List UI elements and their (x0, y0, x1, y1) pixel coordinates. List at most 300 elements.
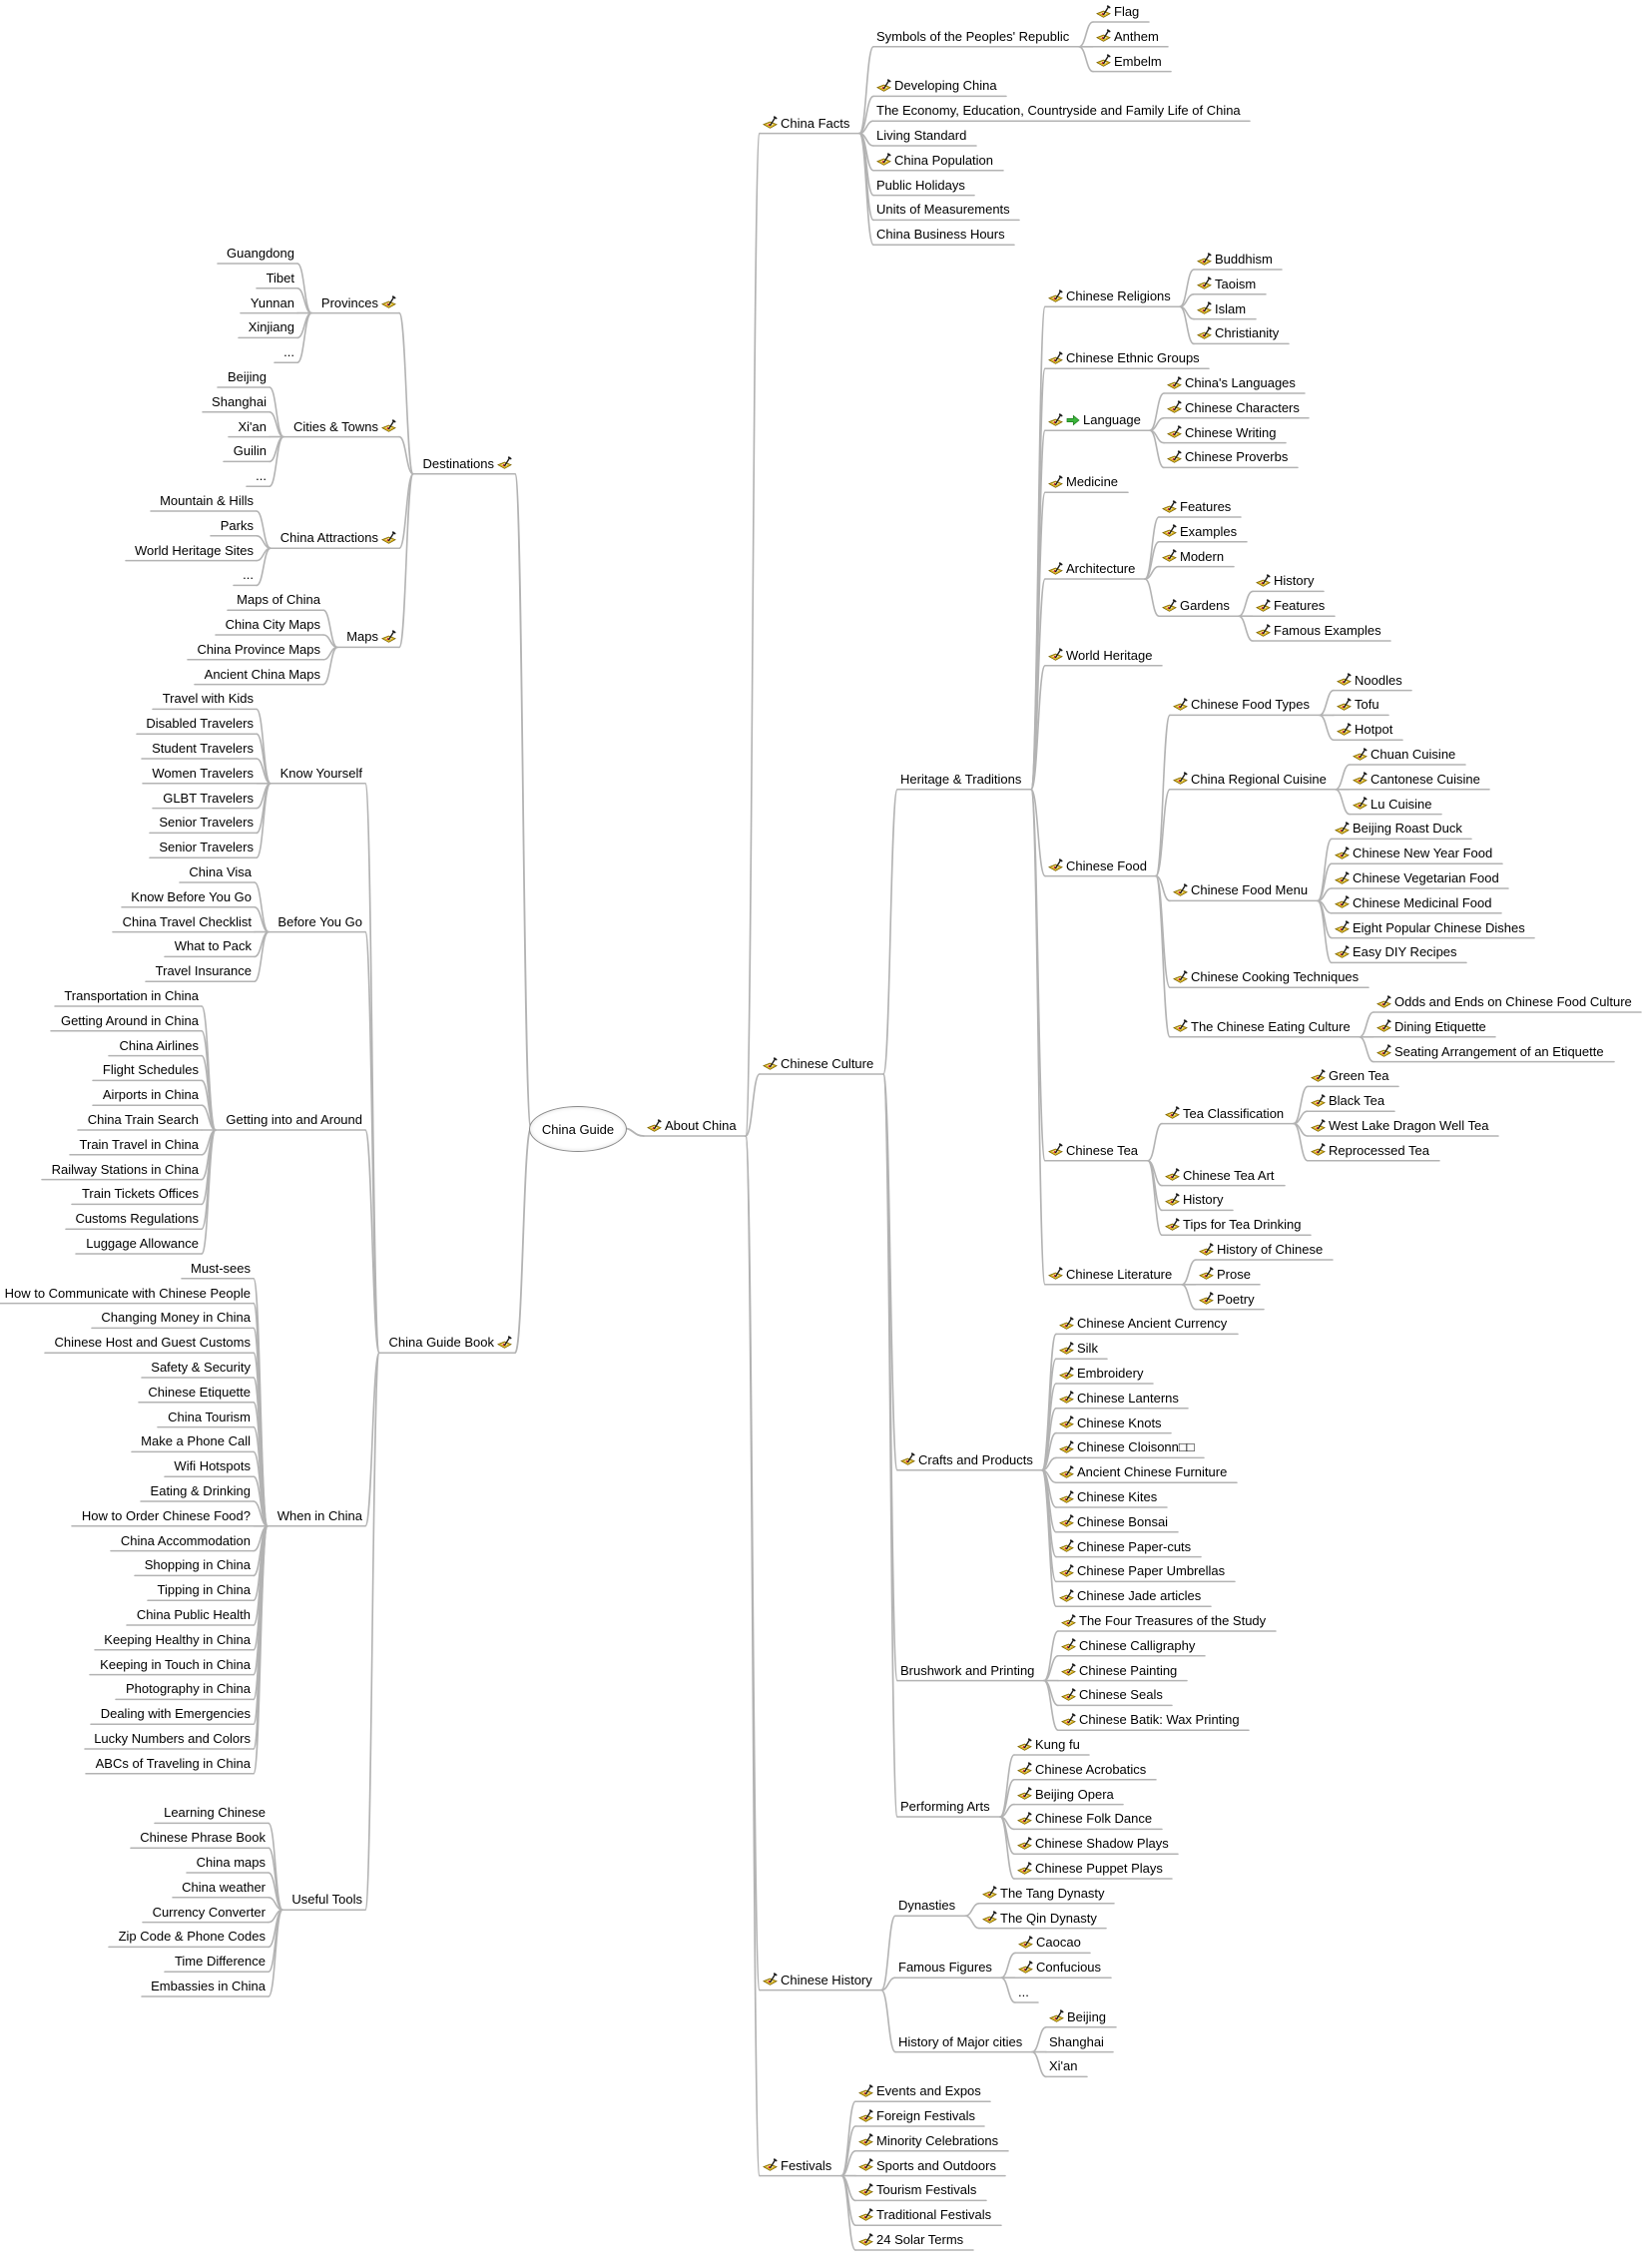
node-label: Guilin (233, 443, 267, 459)
node-china-weather[interactable] (176, 1878, 266, 1898)
node-label: Flight Schedules (102, 1062, 199, 1078)
node-label: China Facts (781, 115, 850, 131)
node-label: How to Order Chinese Food? (81, 1507, 251, 1523)
node-label: Maps of China (237, 592, 320, 608)
node-label: Chinese Ancient Currency (1077, 1316, 1228, 1332)
node-label: Chinese Paper Umbrellas (1077, 1563, 1226, 1579)
node-label: Make a Phone Call (141, 1433, 251, 1449)
node-label: Performing Arts (900, 1799, 990, 1814)
node-cities-towns[interactable] (286, 417, 396, 437)
connector-curve (1079, 22, 1093, 47)
connector-curve (1000, 1755, 1014, 1817)
node-label: Ancient Chinese Furniture (1077, 1464, 1228, 1480)
node-hotpot[interactable] (1337, 720, 1399, 740)
node-embelm[interactable] (1096, 52, 1168, 72)
connector-curve (1320, 691, 1334, 716)
node-photography-in-china[interactable] (119, 1679, 251, 1699)
node-chinese-cooking-techniques[interactable] (1173, 967, 1366, 987)
node-label: Islam (1215, 300, 1247, 316)
node-kung-fu[interactable] (1017, 1735, 1086, 1755)
node-chinese-food-menu[interactable] (1173, 880, 1315, 900)
node-china-tourism[interactable] (161, 1408, 251, 1427)
node-chinese-paper-cuts[interactable] (1059, 1537, 1198, 1557)
node-changing-money-in-china[interactable] (95, 1308, 251, 1328)
node-architecture[interactable] (1048, 559, 1142, 579)
node-symbols-of-the-peoples-republic[interactable] (876, 27, 1076, 47)
node-history-of-chinese[interactable] (1199, 1240, 1330, 1260)
node-china-population[interactable] (876, 151, 1000, 171)
node-how-to-order-chinese-food[interactable] (75, 1506, 251, 1526)
node-chinese-vegetarian-food[interactable] (1335, 868, 1505, 888)
node-world-heritage-sites[interactable] (129, 541, 254, 561)
node-xi-an[interactable] (232, 417, 267, 437)
node-chinese-shadow-plays[interactable] (1017, 1834, 1175, 1854)
node-parks[interactable] (214, 516, 254, 536)
node-events-and-expos[interactable] (858, 2081, 987, 2101)
pen-icon (1335, 895, 1350, 910)
node-china-train-search[interactable] (81, 1110, 199, 1130)
node-chinese-food[interactable] (1048, 856, 1153, 876)
node-festivals[interactable] (763, 2156, 838, 2176)
connector-curve (1360, 1012, 1373, 1037)
node-mountain-hills[interactable] (154, 491, 254, 511)
node-china-airlines[interactable] (112, 1036, 199, 1056)
node-china-business-hours[interactable] (876, 225, 1011, 245)
node-senior-travelers[interactable] (153, 813, 254, 833)
pen-icon (1059, 1342, 1074, 1357)
pen-icon (1048, 858, 1063, 873)
node-guilin[interactable] (227, 441, 267, 461)
node-brushwork-and-printing[interactable] (900, 1661, 1041, 1681)
pen-icon (497, 456, 512, 471)
node-more[interactable] (277, 342, 294, 362)
node-label: Keeping in Touch in China (100, 1656, 251, 1672)
node-the-chinese-eating-culture[interactable] (1173, 1017, 1357, 1037)
node-china-regional-cuisine[interactable] (1173, 770, 1333, 790)
node-chinese-phrase-book[interactable] (134, 1828, 266, 1848)
node-china-s-languages[interactable] (1167, 373, 1302, 393)
node-label: The Economy, Education, Countryside and Family Life of China (876, 103, 1241, 119)
node-chinese-folk-dance[interactable] (1017, 1809, 1159, 1829)
node-christianity[interactable] (1197, 323, 1286, 343)
node-know-before-you-go[interactable] (125, 887, 252, 907)
node-when-in-china[interactable] (271, 1506, 362, 1526)
pen-icon (858, 2133, 873, 2148)
node-famous-figures[interactable] (898, 1958, 998, 1978)
node-tibet[interactable] (260, 269, 294, 288)
node-buddhism[interactable] (1197, 250, 1279, 270)
node-famous-examples[interactable] (1256, 621, 1387, 641)
node-chinese-writing[interactable] (1167, 423, 1283, 443)
node-world-heritage[interactable] (1048, 646, 1159, 666)
node-wifi-hotspots[interactable] (168, 1456, 251, 1476)
pen-icon (1335, 871, 1350, 886)
node-chinese-host-and-guest-customs[interactable] (48, 1333, 251, 1353)
node-time-difference[interactable] (168, 1952, 266, 1972)
node-train-tickets-offices[interactable] (75, 1184, 199, 1204)
node-developing-china[interactable] (876, 76, 1003, 96)
node-chinese-history[interactable] (763, 1971, 878, 1990)
node-beijing[interactable] (1049, 2007, 1113, 2027)
node-flag[interactable] (1096, 2, 1146, 22)
node-chinese-etiquette[interactable] (142, 1383, 251, 1403)
node-label: Guangdong (227, 246, 294, 261)
pen-icon (1199, 1292, 1214, 1307)
node-travel-with-kids[interactable] (156, 689, 254, 709)
node-make-a-phone-call[interactable] (135, 1431, 251, 1451)
node-label: Famous Examples (1274, 623, 1381, 638)
node-language[interactable] (1048, 410, 1147, 430)
node-label: The Tang Dynasty (1000, 1885, 1105, 1901)
pen-icon (1059, 1514, 1074, 1529)
connector-curve (1079, 47, 1093, 72)
node-label: Chinese Tea Art (1183, 1167, 1275, 1183)
connector-curve (269, 1823, 282, 1910)
node-confucious[interactable] (1018, 1958, 1108, 1978)
node-embroidery[interactable] (1059, 1364, 1150, 1384)
node-shanghai[interactable] (206, 392, 267, 412)
node-label: Poetry (1217, 1291, 1255, 1307)
node-label: Events and Expos (876, 2083, 981, 2099)
node-zip-code-phone-codes[interactable] (112, 1927, 266, 1947)
node-learning-chinese[interactable] (158, 1803, 266, 1823)
node-anthem[interactable] (1096, 27, 1165, 47)
node-xi-an[interactable] (1049, 2056, 1084, 2076)
node-chinese-acrobatics[interactable] (1017, 1760, 1153, 1780)
connector-curve (1182, 1285, 1196, 1310)
node-china-guide-book[interactable] (382, 1333, 512, 1353)
node-chinese-food-types[interactable] (1173, 695, 1317, 715)
node-eight-popular-chinese-dishes[interactable] (1335, 918, 1531, 938)
node-foreign-festivals[interactable] (858, 2106, 981, 2126)
node-yunnan[interactable] (244, 293, 294, 313)
node-glbt-travelers[interactable] (156, 789, 254, 809)
node-label: Beijing (227, 369, 267, 384)
node-guangdong[interactable] (221, 244, 294, 264)
node-features[interactable] (1162, 497, 1238, 517)
node-history[interactable] (1256, 571, 1321, 591)
node-dynasties[interactable] (898, 1896, 962, 1916)
node-chinese-religions[interactable] (1048, 286, 1177, 306)
pen-icon (1173, 698, 1188, 713)
node-history[interactable] (1165, 1190, 1230, 1210)
node-label: Famous Figures (898, 1960, 992, 1976)
node-chinese-literature[interactable] (1048, 1265, 1179, 1285)
node-china-visa[interactable] (183, 862, 252, 882)
node-caocao[interactable] (1018, 1933, 1087, 1953)
node-medicine[interactable] (1048, 472, 1125, 492)
node-china-public-health[interactable] (130, 1605, 251, 1625)
node-reprocessed-tea[interactable] (1311, 1141, 1436, 1161)
node-shanghai[interactable] (1049, 2032, 1110, 2052)
node-features[interactable] (1256, 596, 1332, 616)
node-chinese-tea-art[interactable] (1165, 1166, 1282, 1186)
pen-icon (1059, 1539, 1074, 1554)
node-sports-and-outdoors[interactable] (858, 2156, 1002, 2176)
node-prose[interactable] (1199, 1265, 1257, 1285)
node-china-province-maps[interactable] (191, 640, 320, 660)
node-tofu[interactable] (1337, 695, 1385, 715)
node-keeping-in-touch-in-china[interactable] (93, 1655, 251, 1675)
node-what-to-pack[interactable] (168, 936, 252, 956)
node-cantonese-cuisine[interactable] (1353, 770, 1486, 790)
node-easy-diy-recipes[interactable] (1335, 942, 1463, 962)
node-must-sees[interactable] (185, 1259, 251, 1279)
node-label: Travel with Kids (162, 691, 254, 707)
node-chinese-jade-articles[interactable] (1059, 1586, 1208, 1606)
node-tea-classification[interactable] (1165, 1104, 1291, 1124)
node-black-tea[interactable] (1311, 1091, 1391, 1111)
pen-icon (1311, 1143, 1326, 1158)
node-women-travelers[interactable] (146, 764, 254, 784)
node-chinese-ancient-currency[interactable] (1059, 1314, 1235, 1334)
node-label: Chinese Cooking Techniques (1191, 969, 1360, 985)
node-modern[interactable] (1162, 547, 1231, 567)
node-china-accommodation[interactable] (114, 1531, 251, 1551)
node-abcs-of-traveling-in-china[interactable] (89, 1754, 251, 1774)
node-label: History of Chinese (1217, 1242, 1324, 1257)
node-more[interactable] (237, 565, 254, 585)
pen-icon (1256, 624, 1271, 639)
node-label: China maps (196, 1855, 266, 1870)
node-china-attractions[interactable] (274, 528, 396, 548)
node-label: Time Difference (174, 1954, 266, 1970)
node-heritage-traditions[interactable] (900, 770, 1028, 790)
node-chinese-puppet-plays[interactable] (1017, 1859, 1169, 1879)
node-china-facts[interactable] (763, 114, 856, 134)
pen-icon (1165, 1218, 1180, 1233)
node-label: Chinese Literature (1066, 1266, 1173, 1282)
node-crafts-and-products[interactable] (900, 1450, 1039, 1470)
node-chuan-cuisine[interactable] (1353, 745, 1462, 765)
pen-icon (1017, 1812, 1032, 1827)
node-label: Mountain & Hills (160, 493, 254, 508)
node-poetry[interactable] (1199, 1290, 1261, 1310)
node-green-tea[interactable] (1311, 1066, 1395, 1086)
pen-icon (876, 153, 891, 168)
pen-icon (1199, 1267, 1214, 1282)
node-label: Before You Go (277, 913, 362, 929)
node-label: Chinese Host and Guest Customs (54, 1335, 251, 1351)
node-minority-celebrations[interactable] (858, 2131, 1005, 2151)
node-label: Chinese Lanterns (1077, 1390, 1179, 1406)
node-label: Chinese Food (1066, 857, 1147, 873)
node-chinese-characters[interactable] (1167, 398, 1306, 418)
node-label: Provinces (320, 294, 378, 310)
node-xinjiang[interactable] (242, 317, 294, 337)
node-examples[interactable] (1162, 522, 1244, 542)
node-more[interactable] (1018, 1983, 1035, 2002)
node-living-standard[interactable] (876, 126, 973, 146)
node-label: Customs Regulations (75, 1211, 199, 1227)
node-chinese-paper-umbrellas[interactable] (1059, 1561, 1232, 1581)
node-embassies-in-china[interactable] (145, 1977, 266, 1996)
node-chinese-painting[interactable] (1061, 1661, 1184, 1681)
pen-icon (858, 2158, 873, 2173)
node-customs-regulations[interactable] (69, 1209, 199, 1229)
node-label: The Four Treasures of the Study (1079, 1613, 1267, 1628)
node-traditional-festivals[interactable] (858, 2205, 998, 2225)
pen-icon (1162, 599, 1177, 614)
pen-icon (1199, 1243, 1214, 1258)
node-label: Chinese Proverbs (1185, 449, 1289, 465)
node-label: World Heritage (1066, 647, 1153, 663)
node-chinese-batik-wax-printing[interactable] (1061, 1710, 1246, 1730)
node-label: Seating Arrangement of an Etiquette (1394, 1043, 1604, 1059)
node-destinations[interactable] (416, 454, 512, 474)
node-noodles[interactable] (1337, 671, 1408, 691)
node-china-travel-checklist[interactable] (116, 912, 252, 932)
pen-icon (381, 531, 396, 546)
node-provinces[interactable] (314, 293, 396, 313)
node-safety-security[interactable] (145, 1358, 251, 1378)
connector-curve (202, 1130, 216, 1254)
node-maps[interactable] (340, 627, 396, 647)
node-label: Living Standard (876, 128, 967, 143)
node-the-tang-dynasty[interactable] (982, 1884, 1111, 1904)
node-keeping-healthy-in-china[interactable] (98, 1630, 251, 1650)
node-label: Chuan Cuisine (1370, 747, 1456, 762)
node-chinese-new-year-food[interactable] (1335, 844, 1499, 863)
node-taoism[interactable] (1197, 275, 1263, 294)
node-label: China Train Search (87, 1112, 199, 1127)
connector-curve (1032, 2027, 1046, 2052)
node-chinese-bonsai[interactable] (1059, 1512, 1175, 1532)
node-west-lake-dragon-well-tea[interactable] (1311, 1116, 1495, 1136)
node-chinese-kites[interactable] (1059, 1487, 1164, 1507)
node-chinese-seals[interactable] (1061, 1685, 1169, 1705)
node-tourism-festivals[interactable] (858, 2180, 983, 2200)
node-chinese-knots[interactable] (1059, 1414, 1168, 1433)
node-24-solar-terms[interactable] (858, 2230, 970, 2250)
node-gardens[interactable] (1162, 596, 1236, 616)
connector-curve (515, 1128, 531, 1353)
pen-icon (1048, 562, 1063, 577)
node-useful-tools[interactable] (285, 1890, 362, 1910)
pen-icon (1335, 847, 1350, 861)
node-label: Xi'an (238, 418, 267, 434)
node-label: Architecture (1066, 561, 1136, 576)
node-shopping-in-china[interactable] (138, 1555, 251, 1575)
node-ancient-chinese-furniture[interactable] (1059, 1462, 1234, 1482)
node-eating-drinking[interactable] (144, 1481, 251, 1501)
node-chinese-culture[interactable] (763, 1054, 880, 1074)
node-seating-arrangement-of-an-etiquette[interactable] (1376, 1042, 1611, 1062)
node-lu-cuisine[interactable] (1353, 795, 1438, 815)
node-beijing-opera[interactable] (1017, 1785, 1120, 1805)
node-chinese-calligraphy[interactable] (1061, 1636, 1202, 1656)
node-more[interactable] (250, 466, 267, 486)
node-before-you-go[interactable] (272, 912, 362, 932)
node-ancient-china-maps[interactable] (198, 665, 320, 685)
node-railway-stations-in-china[interactable] (45, 1160, 199, 1180)
node-label: Zip Code & Phone Codes (118, 1929, 266, 1945)
pen-icon (1376, 1044, 1391, 1059)
node-the-qin-dynasty[interactable] (982, 1909, 1103, 1929)
connector-curve (1318, 839, 1332, 900)
node-label: Transportation in China (64, 988, 199, 1003)
node-label: Chinese Paper-cuts (1077, 1538, 1192, 1554)
node-getting-around-in-china[interactable] (54, 1011, 199, 1031)
node-flight-schedules[interactable] (96, 1060, 199, 1080)
node-silk[interactable] (1059, 1339, 1104, 1359)
node-label: Chinese Batik: Wax Printing (1079, 1712, 1240, 1728)
node-label: Chinese Shadow Plays (1035, 1836, 1169, 1852)
node-tipping-in-china[interactable] (151, 1580, 251, 1600)
pen-icon (763, 1057, 778, 1072)
node-performing-arts[interactable] (900, 1797, 997, 1817)
node-label: Embassies in China (151, 1979, 266, 1993)
root-node-label: China Guide (541, 1121, 615, 1137)
node-know-yourself[interactable] (274, 764, 362, 784)
pen-icon (1197, 253, 1212, 268)
node-history-of-major-cities[interactable] (898, 2032, 1029, 2052)
node-chinese-medicinal-food[interactable] (1335, 893, 1498, 913)
pen-icon (763, 2158, 778, 2173)
node-chinese-tea[interactable] (1048, 1141, 1145, 1161)
node-units-of-measurements[interactable] (876, 200, 1016, 220)
node-getting-into-and-around[interactable] (219, 1110, 362, 1130)
node-the-four-treasures-of-the-study[interactable] (1061, 1611, 1273, 1631)
node-train-travel-in-china[interactable] (73, 1135, 199, 1155)
node-the-economy-education-countryside-and-family-life-of-china[interactable] (876, 101, 1247, 121)
node-maps-of-china[interactable] (231, 590, 320, 610)
node-chinese-lanterns[interactable] (1059, 1389, 1185, 1409)
node-beijing[interactable] (221, 367, 267, 387)
node-lucky-numbers-and-colors[interactable] (88, 1729, 251, 1749)
node-luggage-allowance[interactable] (79, 1234, 199, 1254)
node-currency-converter[interactable] (146, 1903, 266, 1923)
node-chinese-ethnic-groups[interactable] (1048, 348, 1206, 368)
root-node-china-guide[interactable] (529, 1106, 627, 1152)
node-dealing-with-emergencies[interactable] (94, 1704, 251, 1724)
pen-icon (497, 1336, 512, 1351)
node-label: World Heritage Sites (135, 542, 254, 558)
node-how-to-communicate-with-chinese-people[interactable] (0, 1284, 251, 1304)
node-chinese-proverbs[interactable] (1167, 447, 1295, 467)
pen-icon (858, 2084, 873, 2099)
node-label: Know Yourself (279, 765, 362, 781)
node-dining-etiquette[interactable] (1376, 1017, 1492, 1037)
node-islam[interactable] (1197, 299, 1253, 319)
node-about-china[interactable] (647, 1116, 743, 1136)
node-label: Railway Stations in China (51, 1161, 199, 1177)
pen-icon (982, 1886, 997, 1901)
node-student-travelers[interactable] (145, 739, 254, 759)
node-beijing-roast-duck[interactable] (1335, 819, 1468, 839)
pen-icon (1165, 1168, 1180, 1183)
node-travel-insurance[interactable] (149, 961, 252, 981)
node-label: Chinese Cloisonn□□ (1077, 1439, 1195, 1455)
node-public-holidays[interactable] (876, 176, 971, 196)
node-label: China Accommodation (120, 1532, 251, 1548)
node-label: Taoism (1215, 276, 1257, 291)
node-label: Language (1083, 412, 1141, 428)
node-china-city-maps[interactable] (219, 615, 320, 635)
node-odds-and-ends-on-chinese-food-culture[interactable] (1376, 992, 1638, 1012)
connector-curve (859, 134, 873, 221)
node-label: Sports and Outdoors (876, 2157, 996, 2173)
connector-curve (1360, 1037, 1373, 1062)
node-label: Chinese Jade articles (1077, 1588, 1202, 1604)
node-transportation-in-china[interactable] (58, 986, 199, 1006)
node-chinese-cloisonn[interactable] (1059, 1437, 1201, 1457)
node-senior-travelers[interactable] (153, 838, 254, 857)
node-disabled-travelers[interactable] (140, 714, 254, 734)
node-china-maps[interactable] (190, 1853, 266, 1873)
node-airports-in-china[interactable] (96, 1085, 199, 1105)
node-tips-for-tea-drinking[interactable] (1165, 1215, 1308, 1235)
